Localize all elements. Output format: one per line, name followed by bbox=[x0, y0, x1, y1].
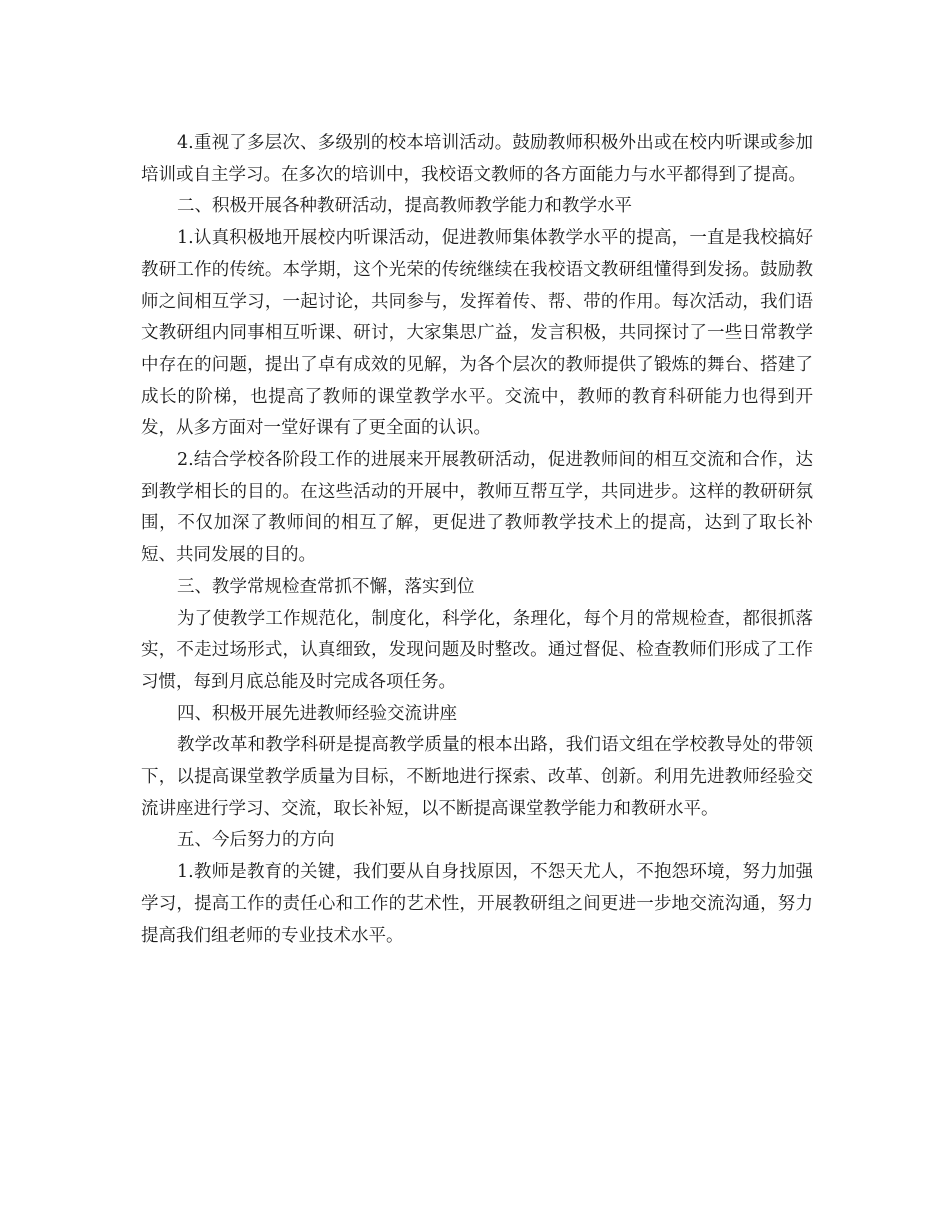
section-heading-5: 五、今后努力的方向 bbox=[177, 830, 335, 851]
section-heading-3: 三、教学常规检查常抓不懈，落实到位 bbox=[177, 576, 475, 597]
document-body bbox=[141, 128, 813, 952]
paragraph-routine-checks: 为了使教学工作规范化，制度化，科学化，条理化，每个月的常规检查，都很抓落实，不走过场形式，认真细致，发现问题及时整改。通过督促、检查教师们形成了工作习惯，每到月底总能及时完成各项任务。 bbox=[141, 608, 813, 692]
paragraph-experience-lectures: 教学改革和教学科研是提高教学质量的根本出路，我们语文组在学校教导处的带领下，以提高课堂教学质量为目标，不断地进行探索、改革、创新。利用先进教师经验交流讲座进行学习、交流，取长补短，以不断提高课堂教学能力和教研水平。 bbox=[141, 735, 813, 819]
paragraph-item-4-training: 4.重视了多层次、多级别的校本培训活动。鼓励教师积极外出或在校内听课或参加培训或自主学习。在多次的培训中，我校语文教师的各方面能力与水平都得到了提高。 bbox=[141, 133, 813, 185]
section-heading-2: 二、积极开展各种教研活动，提高教师教学能力和教学水平 bbox=[177, 196, 632, 217]
paragraph-stage-activities: 2.结合学校各阶段工作的进展来开展教研活动，促进教师间的相互交流和合作，达到教学相长的目的。在这些活动的开展中，教师互帮互学，共同进步。这样的教研研氛围，不仅加深了教师间的相互了解，更促进了教师教学技术上的提高，达到了取长补短、共同发展的目的。 bbox=[141, 450, 813, 566]
paragraph-future-direction: 1.教师是教育的关键，我们要从自身找原因，不怨天尤人，不抱怨环境，努力加强学习，提高工作的责任心和工作的艺术性，开展教研组之间更进一步地交流沟通，努力提高我们组老师的专业技术水平。 bbox=[141, 862, 813, 946]
section-heading-4: 四、积极开展先进教师经验交流讲座 bbox=[177, 703, 457, 724]
paragraph-lesson-observation: 1.认真积极地开展校内听课活动，促进教师集体教学水平的提高，一直是我校搞好教研工作的传统。本学期，这个光荣的传统继续在我校语文教研组懂得到发扬。鼓励教师之间相互学习，一起讨论，共同参与，发挥着传、帮、带的作用。每次活动，我们语文教研组内同事相互听课、研讨，大家集思广益，发言积极，共同探讨了一些日常教学中存在的问题，提出了卓有成效的见解，为各个层次的教师提供了锻炼的舞台、搭建了成长的阶梯，也提高了教师的课堂教学水平。交流中，教师的教育科研能力也得到开发，从多方面对一堂好课有了更全面的认识。 bbox=[141, 228, 813, 439]
